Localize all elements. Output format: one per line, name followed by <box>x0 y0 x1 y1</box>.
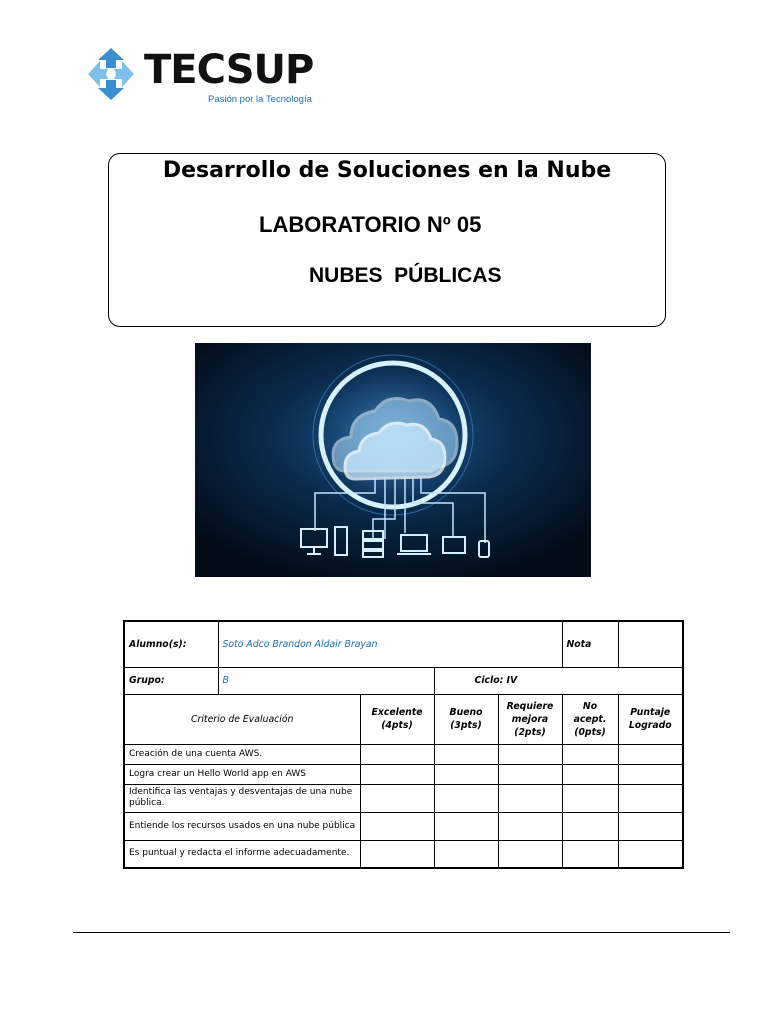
no-acept-label-2: acept. <box>573 713 607 725</box>
cloud-computing-illustration <box>195 343 591 577</box>
excelente-points: (4pts) <box>381 720 413 731</box>
excelente-label: Excelente <box>371 707 423 718</box>
table-row <box>124 764 683 784</box>
rubric-header-row <box>124 694 683 744</box>
brand-tagline: Pasión por la Tecnología <box>208 94 312 105</box>
lab-subject: NUBES PÚBLICAS <box>309 264 502 287</box>
student-name: Soto Adco Brandon Aldair Brayan <box>218 621 562 667</box>
criterion-2: Logra crear un Hello World app en AWS <box>124 764 360 784</box>
excelente-header <box>360 694 434 744</box>
requiere-label-2: mejora <box>511 713 549 725</box>
criterion-5: Es puntual y redacta el informe adecuadamente. <box>124 840 360 868</box>
no-acept-label-1: No <box>582 700 598 712</box>
tecsup-logo <box>86 44 326 108</box>
bueno-points: (3pts) <box>450 720 482 731</box>
bueno-label: Bueno <box>449 707 483 718</box>
table-row <box>124 812 683 840</box>
puntaje-label-2: Logrado <box>628 720 672 731</box>
title-box <box>108 153 666 327</box>
criterion-3: Identifica las ventajas y desventajas de una nube pública. <box>124 784 360 812</box>
table-row <box>124 744 683 764</box>
student-row <box>124 621 683 667</box>
criterio-header: Criterio de Evaluación <box>124 694 360 744</box>
requiere-header <box>498 694 562 744</box>
nota-label: Nota <box>562 621 618 667</box>
requiere-points: (2pts) <box>514 726 546 738</box>
group-row <box>124 667 683 694</box>
footer-divider <box>73 932 730 933</box>
lab-number: LABORATORIO Nº 05 <box>259 212 482 237</box>
evaluation-criteria-table <box>123 620 684 869</box>
no-acept-points: (0pts) <box>574 726 606 738</box>
tecsup-arrows-icon <box>86 46 136 102</box>
puntaje-label-1: Puntaje <box>630 707 671 718</box>
bueno-header <box>434 694 498 744</box>
table-row <box>124 840 683 868</box>
group-label: Grupo: <box>124 667 218 694</box>
requiere-label-1: Requiere <box>506 700 554 712</box>
criterion-4: Entiende los recursos usados en una nube pública <box>124 812 360 840</box>
criterion-1: Creación de una cuenta AWS. <box>124 744 360 764</box>
no-acept-header <box>562 694 618 744</box>
cycle-label: Ciclo: IV <box>434 667 683 694</box>
table-row <box>124 784 683 812</box>
puntaje-header <box>618 694 683 744</box>
course-title: Desarrollo de Soluciones en la Nube <box>162 158 612 183</box>
group-value: B <box>218 667 434 694</box>
nota-value <box>618 621 683 667</box>
student-label: Alumno(s): <box>124 621 218 667</box>
brand-name: TECSUP <box>144 47 314 93</box>
